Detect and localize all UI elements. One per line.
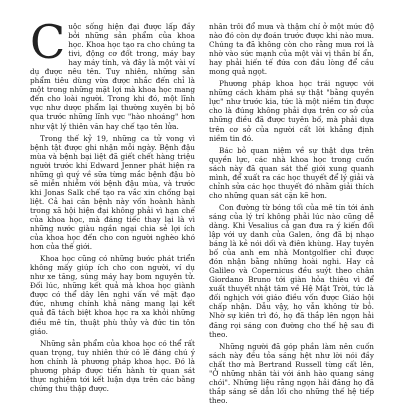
paragraph-2: Trong thế kỷ 19, những ca tử vong vì bệnh tật được ghi nhận mỗi ngày. Bệnh đậu mùa và bệnh bại liệt đã giết chết hàng triệu người trước khi Edward Jenner phát hiện ra những gì quý về sữa từng mắc bệnh đậu bò sẽ miễn nhiễm với bệnh đậu mùa, và trước khi Jonas Salk chế tạo ra vắc xin chống bại liệt. Cả hai căn bệnh này vốn hoành hành trong xã hội hiện đại không phải vì hạn chế của khoa học, mà đáng tiếc thay lại là vì những nước giàu ngần ngại chia sẻ lợi ích của khoa học đến cho con người nghèo khó hơn của thế giới. [30,133,195,252]
left-column [30,15,195,400]
paragraph-7: Bác bỏ quan niệm về sự thật dựa trên quyền lực, các nhà khoa học trong cuốn sách này đã quan sát thế giới xung quanh mình, để xuất ra các học thuyết để lý giải và chỉnh sửa các học thuyết đó nhằm giải thích cho những quan sát cặn kẽ hơn. [209,145,374,200]
text-columns [30,15,374,405]
paragraph-3: Khoa học cũng có những bước phát triển không mấy giúp ích cho con người, ví dụ như xe tăng, súng máy hay bom nguyên tử. Đối lúc, những kết quả mà khoa học giành được có thể dây lên nghi vấn về mặt đạo đức, nhưng chính khả năng mang lại kết quả đã tách biệt khoa học ra xa khỏi những điều mê tín, thuật phù thủy và đức tin tôn giáo. [30,254,195,336]
right-column [209,22,374,405]
paragraph-5: nhân trôi đổ mưa và thậm chí ở một mức độ nào đó còn dự đoán trước được khi nào mưa. Chúng ta đã không còn cho rằng mưa rơi là nhờ vào sức mạnh của một vài vị thần bí ẩn, hay phải hiến tế đứa con đầu lòng để cầu mong quả ngọt. [209,22,374,77]
paragraph-1 [30,15,195,131]
paragraph-9: Những người đã góp phần làm nên cuốn sách này đều tỏa sáng hệt như lời nói đầy chất thơ mà Bertrand Russell từng cất lên, "Ở những nhân tài với ánh hào quang sáng chói". Những liệu rằng ngọn hải đăng họ đã thắp sáng sẽ dẫn lối cho những thế hệ tiếp theo. [209,341,374,405]
paragraph-1-text: uộc sống hiện đại được lấp đầy bởi những sản phẩm của khoa học. Khoa học tạo ra cho chúng ta tivi, động cơ đốt trong, máy bay hay máy tính, và đây là một vài ví dụ được nêu tên. Tuy nhiên, những sản phẩm tiêu dùng vừa được nhắc đến chỉ là một trong những mặt lợi mà khoa học mang đến cho loài người. Trong khi đó, một lĩnh vực như dược phẩm lại thường xuyên bị bỏ qua trước những lĩnh vực "hào nhoáng" hơn như vật lý thiên văn hay chế tạo tên lửa. [30,22,195,131]
paragraph-6: Phương pháp khoa học trái ngược với những cách khám phá sự thật "bằng quyền lực" như trước kia, tức là một niềm tin được cho là đúng không phải dựa trên cơ sở của những điều đã được tuyên bố, mà phải dựa trên cơ sở của người cất lời khẳng định niềm tin đó. [209,79,374,143]
paragraph-8: Con đường từ bóng tối của mê tín tới ánh sáng của lý trí không phải lúc nào cũng dễ dàng. Khi Vesalius cả gan đưa ra ý kiến đối lập với uy danh của Galen, ông đã bị nhạo báng là kẻ nói dối và điên khùng. Hay tuyên bố của anh em nhà Montgolfier chỉ được đón nhận bằng những hoài nghi. Hay cả Galileo và Copernicus đều suýt theo chân Giordano Bruno tới giàn hỏa thiêu vì để xuất thuyết nhật tâm về Hệ Mặt Trời, tức là đối nghịch với giáo điều vốn được Giáo hội chấp nhận. Dẫu vậy, họ vẫn không từ bỏ. Nhờ sự kiên trì đó, họ đã thắp lên ngọn hải đăng rọi sáng con đường cho thế hệ sau đi theo. [209,202,374,339]
paragraph-4: Những sản phẩm của khoa học có thể rất quan trọng, tuy nhiên thứ có lẽ đáng chú ý hơn chính là phương pháp khoa học. Đó là phương pháp được tiến hành từ quan sát thực nghiệm tới kết luận dựa trên các bằng chứng thu thập được. [30,338,195,393]
drop-cap: C [30,15,66,69]
